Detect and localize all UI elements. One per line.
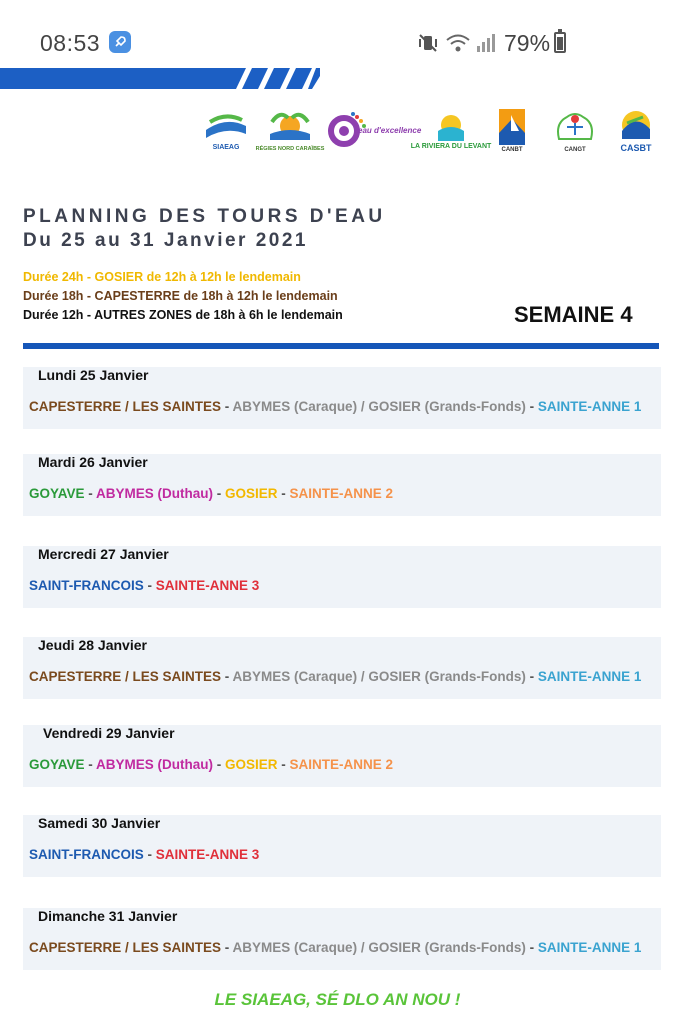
cangt-logo <box>550 100 600 162</box>
casbt-logo <box>607 100 665 162</box>
zone-name: SAINT-FRANCOIS <box>29 578 144 593</box>
zone-name: SAINTE-ANNE 1 <box>537 940 642 955</box>
page-title: PLANNING DES TOURS D'EAU <box>23 206 386 227</box>
day-name: Mercredi 27 Janvier <box>38 546 169 562</box>
zone-separator: - <box>525 669 538 684</box>
day-block <box>23 454 661 516</box>
logo-caption: eau d'excellence <box>358 126 422 135</box>
day-zones <box>29 757 393 772</box>
logo-caption: LA RIVIERA DU LEVANT <box>410 142 492 150</box>
zone-name: SAINTE-ANNE 3 <box>155 847 260 862</box>
zone-separator: - <box>213 486 226 501</box>
signal-icon <box>475 34 495 57</box>
logo-caption: CASBT <box>620 143 652 153</box>
zone-name: ABYMES (Caraque) / GOSIER (Grands-Fonds) <box>232 399 526 414</box>
zone-name: GOSIER <box>225 757 278 772</box>
zone-separator: - <box>525 940 538 955</box>
day-block <box>23 546 661 608</box>
day-name: Lundi 25 Janvier <box>38 367 149 383</box>
duration-line-18h: Durée 18h - CAPESTERRE de 18h à 12h le lendemain <box>23 289 338 303</box>
duration-line-24h: Durée 24h - GOSIER de 12h à 12h le lendemain <box>23 270 301 284</box>
divider-rule <box>23 343 659 349</box>
day-name: Vendredi 29 Janvier <box>43 725 175 741</box>
partner-logos <box>195 100 665 162</box>
day-name: Jeudi 28 Janvier <box>38 637 147 653</box>
day-block <box>23 815 661 877</box>
day-zones <box>29 486 393 501</box>
battery-percentage: 79% <box>504 30 551 56</box>
zone-separator: - <box>277 757 290 772</box>
zone-separator: - <box>221 399 233 414</box>
zone-name: ABYMES (Duthau) <box>96 757 214 772</box>
header-stripe <box>0 68 320 89</box>
day-name: Samedi 30 Janvier <box>38 815 161 831</box>
day-zones <box>29 847 259 862</box>
zone-name: ABYMES (Duthau) <box>96 486 214 501</box>
zone-name: CAPESTERRE / LES SAINTES <box>29 940 222 955</box>
zone-name: GOYAVE <box>29 486 85 501</box>
zone-name: CAPESTERRE / LES SAINTES <box>29 669 222 684</box>
zone-separator: - <box>84 486 97 501</box>
logo-caption: CANGT <box>564 147 586 153</box>
day-zones <box>29 940 641 955</box>
day-block <box>23 367 661 429</box>
region-nord-caraibes-logo <box>255 100 325 162</box>
logo-caption: SIAEAG <box>212 143 240 151</box>
siaeag-logo <box>200 100 252 162</box>
zone-separator: - <box>213 757 226 772</box>
logo-caption: CANBT <box>501 147 523 153</box>
day-zones <box>29 578 259 593</box>
zone-name: SAINTE-ANNE 1 <box>537 399 642 414</box>
day-block <box>23 725 661 787</box>
page-subtitle: Du 25 au 31 Janvier 2021 <box>23 230 308 251</box>
week-label: SEMAINE 4 <box>514 302 633 327</box>
zone-name: SAINTE-ANNE 2 <box>289 757 394 772</box>
la-riviera-du-levant-logo <box>410 100 492 162</box>
footer-slogan: LE SIAEAG, SÉ DLO AN NOU ! <box>214 990 461 1009</box>
zone-separator: - <box>84 757 97 772</box>
zone-name: GOYAVE <box>29 757 85 772</box>
wifi-icon <box>445 33 471 58</box>
zone-name: GOSIER <box>225 486 278 501</box>
zone-separator: - <box>221 940 233 955</box>
zone-name: SAINTE-ANNE 1 <box>537 669 642 684</box>
zone-name: CAPESTERRE / LES SAINTES <box>29 399 222 414</box>
zone-separator: - <box>143 847 156 862</box>
day-block <box>23 908 661 970</box>
status-time: 08:53 <box>40 30 101 56</box>
day-zones <box>29 669 641 684</box>
canbt-logo <box>491 100 533 162</box>
zone-name: SAINT-FRANCOIS <box>29 847 144 862</box>
day-zones <box>29 399 641 414</box>
eau-excellence-logo <box>326 100 422 162</box>
day-name: Dimanche 31 Janvier <box>38 908 178 924</box>
zone-separator: - <box>221 669 233 684</box>
zone-name: ABYMES (Caraque) / GOSIER (Grands-Fonds) <box>232 669 526 684</box>
mute-vibrate-icon <box>418 33 438 58</box>
day-block <box>23 637 661 699</box>
battery-icon <box>554 32 566 53</box>
zone-name: ABYMES (Caraque) / GOSIER (Grands-Fonds) <box>232 940 526 955</box>
zone-separator: - <box>525 399 538 414</box>
zone-name: SAINTE-ANNE 2 <box>289 486 394 501</box>
zone-name: SAINTE-ANNE 3 <box>155 578 260 593</box>
logo-caption: RÉGIES NORD CARAÏBES <box>255 146 325 152</box>
duration-line-12h: Durée 12h - AUTRES ZONES de 18h à 6h le lendemain <box>23 308 343 322</box>
zone-separator: - <box>277 486 290 501</box>
zone-separator: - <box>143 578 156 593</box>
rocket-app-icon <box>109 31 131 53</box>
day-name: Mardi 26 Janvier <box>38 454 148 470</box>
